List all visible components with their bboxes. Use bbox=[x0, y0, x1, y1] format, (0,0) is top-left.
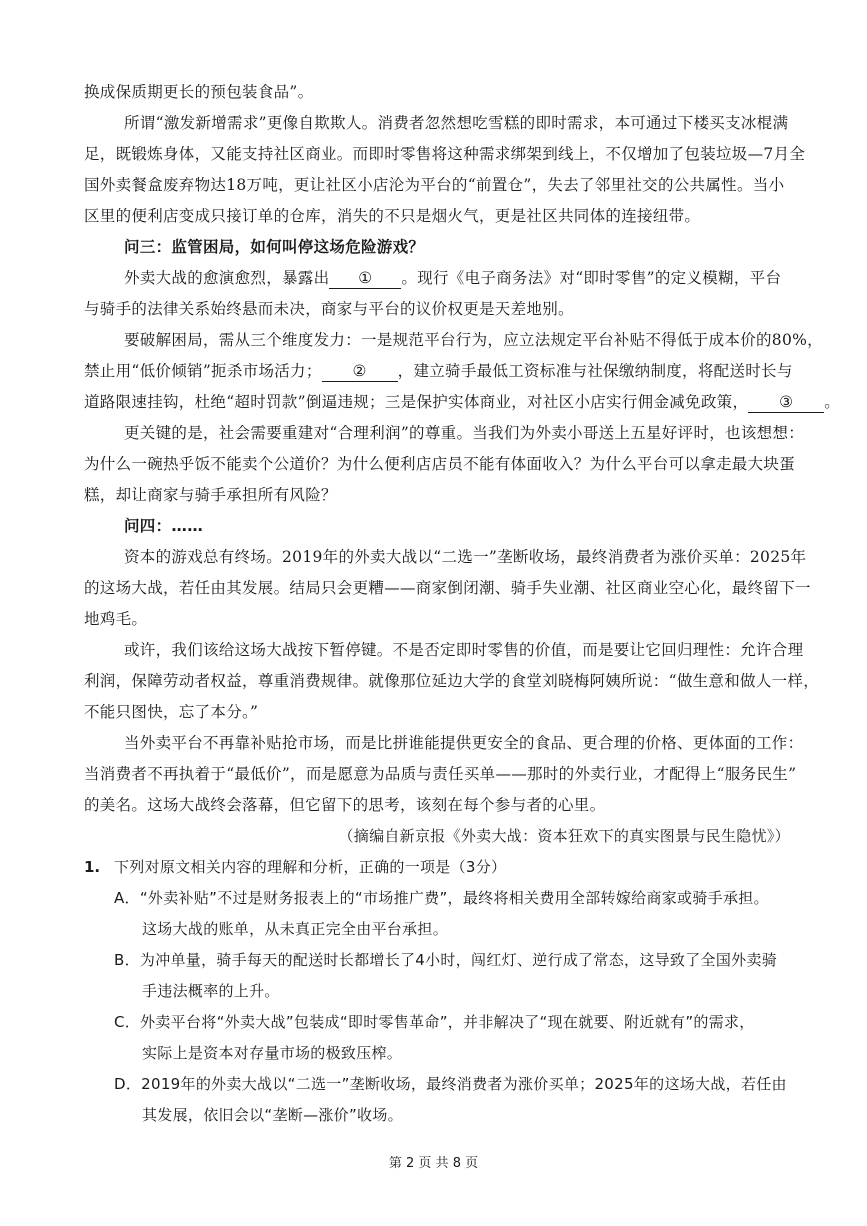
text-segment: 禁止用“低价倾销”扼杀市场活力； bbox=[84, 362, 322, 380]
text-line: 要破解困局，需从三个维度发力：一是规范平台行为，应立法规定平台补贴不得低于成本价的80%， bbox=[124, 331, 823, 349]
text-line: 利润，保障劳动者权益，尊重消费规律。就像那位延边大学的食堂刘晓梅阿姨所说：“做生意和做人一样， bbox=[84, 672, 820, 690]
text-line: 与骑手的法律关系始终悬而未决，商家与平台的议价权更是天差地别。 bbox=[84, 300, 574, 318]
text-line: 当外卖平台不再靠补贴抢市场，而是比拼谁能提供更安全的食品、更合理的价格、更体面的工作： bbox=[124, 734, 804, 752]
question-stem: 下列对原文相关内容的理解和分析，正确的一项是（3分） bbox=[114, 858, 507, 876]
text-line: 足，既锻炼身体，又能支持社区商业。而即时零售将这种需求绑架到线上，不仅增加了包装垃圾—7月全 bbox=[84, 145, 806, 163]
text-line bbox=[84, 356, 793, 387]
text-line: 地鸡毛。 bbox=[84, 610, 148, 628]
text-line: 或许，我们该给这场大战按下暂停键。不是否定即时零售的价值，而是要让它回归理性：允许合理 bbox=[124, 641, 804, 659]
section-heading: 问三：监管困局，如何叫停这场危险游戏？ bbox=[124, 238, 425, 256]
option-d-continued: 其发展，依旧会以“垄断—涨价”收场。 bbox=[142, 1106, 403, 1124]
page-footer: 第 2 页 共 8 页 bbox=[388, 1156, 479, 1171]
text-line: 换成保质期更长的预包装食品”。 bbox=[84, 83, 314, 101]
text-segment: 。 bbox=[824, 393, 841, 411]
text-segment: 。现行《电子商务法》对“即时零售”的定义模糊，平台 bbox=[401, 269, 782, 287]
text-line: 不能只图快，忘了本分。” bbox=[84, 703, 259, 721]
text-line bbox=[84, 387, 841, 418]
text-line: 所谓“激发新增需求”更像自欺欺人。消费者忽然想吃雪糕的即时需求，本可通过下楼买支冰棍满 bbox=[124, 114, 789, 132]
text-segment: 道路限速挂钩，杜绝“超时罚款”倒逼违规；三是保护实体商业，对社区小店实行佣金减免政策， bbox=[84, 393, 749, 411]
text-line: 为什么一碗热乎饭不能卖个公道价？为什么便利店店员不能有体面收入？为什么平台可以拿走最大块蛋 bbox=[84, 455, 796, 473]
option-a-continued: 这场大战的账单，从未真正完全由平台承担。 bbox=[142, 920, 449, 938]
text-segment: 外卖大战的愈演愈烈，暴露出 bbox=[124, 269, 330, 287]
text-line: 的这场大战，若任由其发展。结局只会更糟——商家倒闭潮、骑手失业潮、社区商业空心化，最终留下一 bbox=[84, 579, 811, 597]
text-line: 区里的便利店变成只接订单的仓库，消失的不只是烟火气，更是社区共同体的连接纽带。 bbox=[84, 207, 701, 225]
option-a[interactable]: A．“外卖补贴”不过是财务报表上的“市场推广费”，最终将相关费用全部转嫁给商家或骑手承担。 bbox=[114, 889, 769, 907]
text-line bbox=[124, 263, 790, 294]
text-line: 的美名。这场大战终会落幕，但它留下的思考，该刻在每个参与者的心里。 bbox=[84, 796, 606, 814]
text-segment: ，建立骑手最低工资标准与社保缴纳制度，将配送时长与 bbox=[397, 362, 793, 380]
answer-blank-2: ② bbox=[322, 361, 398, 382]
option-c-continued: 实际上是资本对存量市场的极致压榨。 bbox=[142, 1044, 403, 1062]
question-number: 1. bbox=[84, 858, 101, 876]
answer-blank-1: ① bbox=[329, 268, 401, 289]
section-heading: 问四：…… bbox=[124, 517, 204, 535]
text-line: 糕，却让商家与骑手承担所有风险？ bbox=[84, 486, 337, 504]
option-b[interactable]: B．为冲单量，骑手每天的配送时长都增长了4小时，闯红灯、逆行成了常态，这导致了全国外卖骑 bbox=[114, 951, 778, 969]
source-citation: （摘编自新京报《外卖大战：资本狂欢下的真实图景与民生隐忧》） bbox=[338, 827, 790, 845]
option-d[interactable]: D．2019年的外卖大战以“二选一”垄断收场，最终消费者为涨价买单；2025年的这场大战，若任由 bbox=[114, 1075, 787, 1093]
option-c[interactable]: C．外卖平台将“外卖大战”包装成“即时零售革命”，并非解决了“现在就要、附近就有”的需求， bbox=[114, 1013, 755, 1031]
text-line: 当消费者不再执着于“最低价”，而是愿意为品质与责任买单——那时的外卖行业，才配得上“服务民生” bbox=[84, 765, 797, 783]
answer-blank-3: ③ bbox=[748, 392, 824, 413]
option-b-continued: 手违法概率的上升。 bbox=[142, 982, 280, 1000]
text-line: 更关键的是，社会需要重建对“合理利润”的尊重。当我们为外卖小哥送上五星好评时，也该想想： bbox=[124, 424, 805, 442]
text-line: 资本的游戏总有终场。2019年的外卖大战以“二选一”垄断收场，最终消费者为涨价买单：2025年 bbox=[124, 548, 807, 566]
text-line: 国外卖餐盒废弃物达18万吨，更让社区小店沦为平台的“前置仓”，失去了邻里社交的公共属性。当小 bbox=[84, 176, 785, 194]
